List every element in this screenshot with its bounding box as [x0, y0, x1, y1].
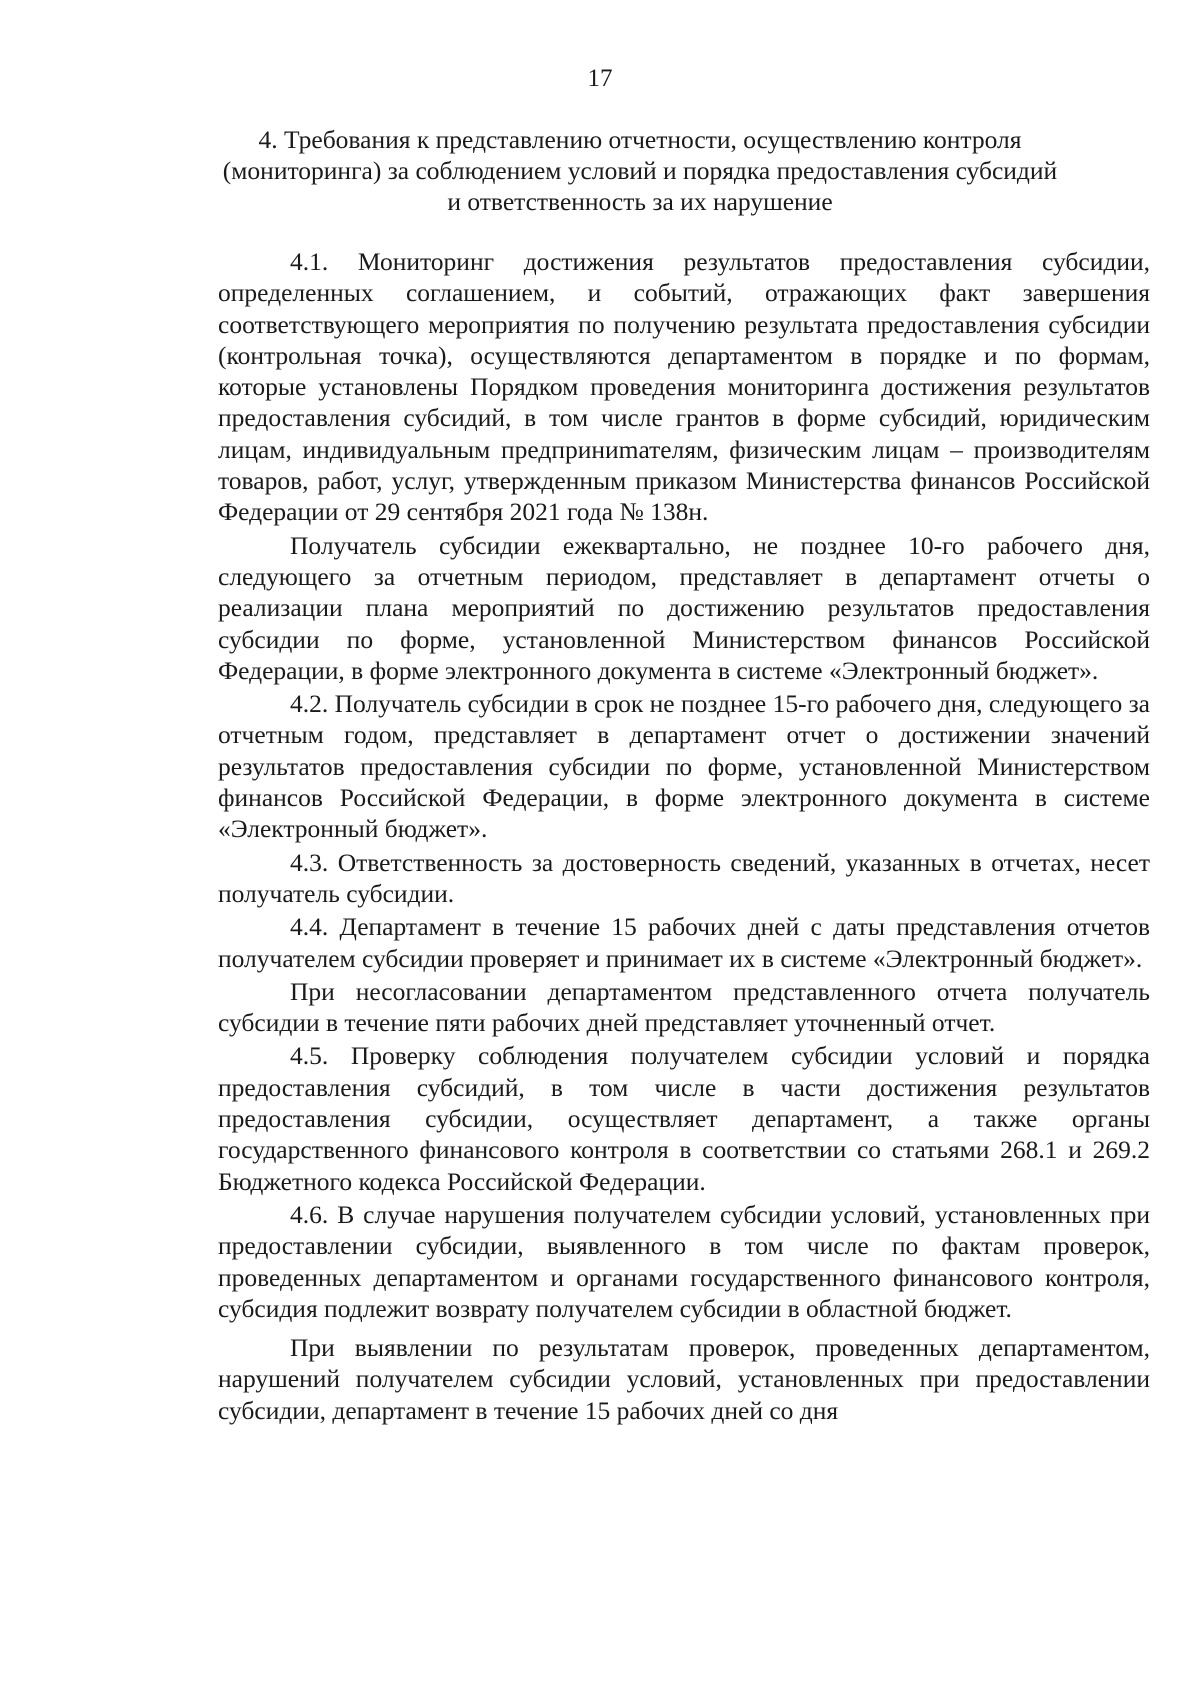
paragraph-4-5: 4.5. Проверку соблюдения получателем субсидии условий и порядка предоставления субсидий, в том числе в части достижения результатов предоставления субсидии, осуществляет департамент, а также органы государственного финансового контроля в соответствии со статьями 268.1 и 269.2 Бюджетного кодекса Российской Федерации. — [218, 1041, 1150, 1196]
paragraph-violations: При выявлении по результатам проверок, проведенных департаментом, нарушений получателем субсидии условий, установленных при предоставлении субсидии, департамент в течение 15 рабочих дней со дня — [218, 1333, 1150, 1425]
section-heading-line-3: и ответственность за их нарушение — [447, 187, 833, 216]
paragraph-4-2: 4.2. Получатель субсидии в срок не позднее 15-го рабочего дня, следующего за отчетным годом, представляет в департамент отчет о достижении значений результатов предоставления субсидии по форме, установленной Министерством финансов Российской Федерации, в форме электронного документа в системе «Электронный бюджет». — [218, 689, 1150, 844]
paragraph-4-4: 4.4. Департамент в течение 15 рабочих дней с даты представления отчетов получателем субсидии проверяет и принимает их в системе «Электронный бюджет». — [218, 912, 1150, 973]
paragraph-quarterly-reports: Получатель субсидии ежеквартально, не позднее 10-го рабочего дня, следующего за отчетным периодом, представляет в департамент отчеты о реализации плана мероприятий по достижению результатов предоставления субсидии по форме, установленной Министерством финансов Российской Федерации, в форме электронного документа в системе «Электронный бюджет». — [218, 530, 1150, 685]
document-body — [218, 246, 1150, 1428]
page-number: 17 — [587, 65, 613, 92]
paragraph-report-correction: При несогласовании департаментом представленного отчета получатель субсидии в течение пяти рабочих дней представляет уточненный отчет. — [218, 976, 1150, 1038]
section-heading — [210, 124, 1070, 217]
section-heading-line-2: (мониторинга) за соблюдением условий и порядка предоставления субсидий — [222, 156, 1058, 185]
paragraph-4-1: 4.1. Мониторинг достижения результатов предоставления субсидии, определенных соглашением, и событий, отражающих факт завершения соответствующего мероприятия по получению результата предоставления субсидии (контрольная точка), осуществляются департаментом в порядке и по формам, которые установлены Порядком проведения мониторинга достижения результатов предоставления субсидий, в том числе грантов в форме субсидий, юридическим лицам, индивидуальным предприниmателям, физическим лицам – производителям товаров, работ, услуг, утвержденным приказом Министерства финансов Российской Федерации от 29 сентября 2021 года № 138н. — [218, 247, 1150, 527]
paragraph-4-6: 4.6. В случае нарушения получателем субсидии условий, установленных при предоставлении субсидии, выявленного в том числе по фактам проверок, проведенных департаментом и органами государственного финансового контроля, субсидия подлежит возврату получателем субсидии в областной бюджет. — [218, 1199, 1150, 1323]
paragraph-4-3: 4.3. Ответственность за достоверность сведений, указанных в отчетах, несет получатель субсидии. — [218, 847, 1150, 908]
section-heading-line-1: 4. Требования к представлению отчетности, осуществлению контроля — [258, 125, 1022, 154]
